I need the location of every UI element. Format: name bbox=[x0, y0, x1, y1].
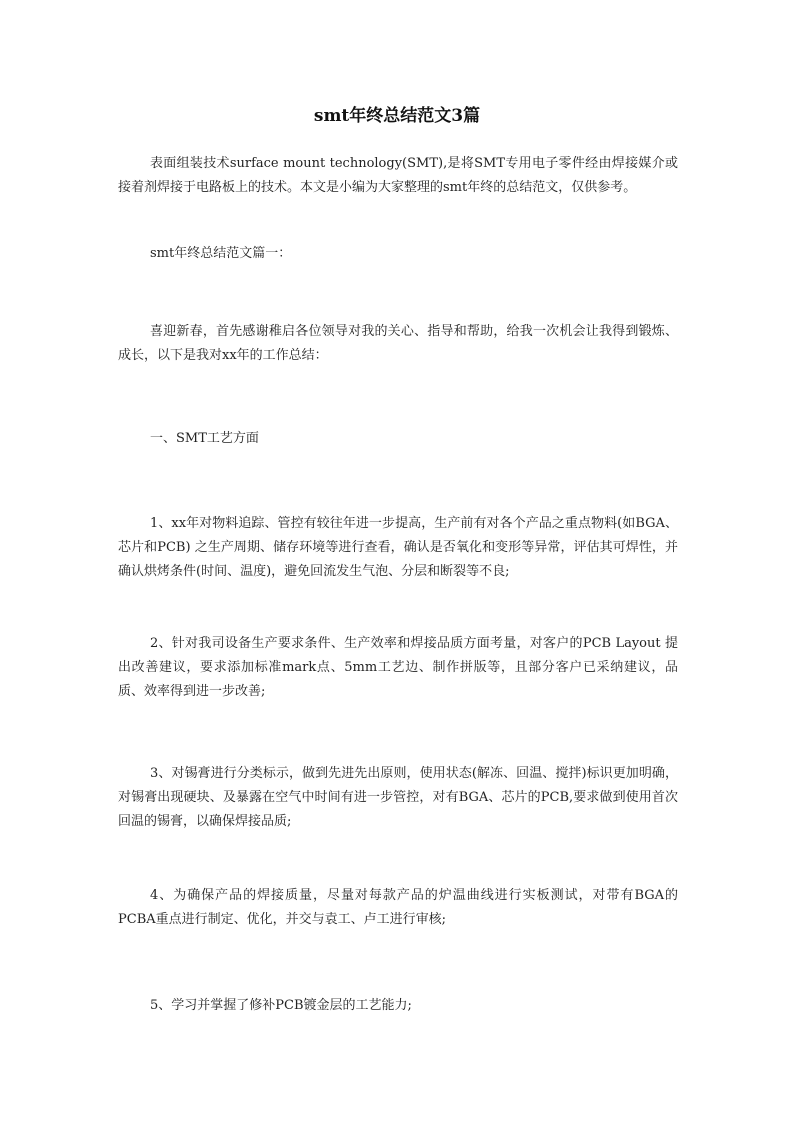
document-title: smt年终总结范文3篇 bbox=[313, 106, 481, 126]
intro-paragraph: 表面组装技术surface mount technology(SMT),是将SMT专用电子零件经由焊接媒介或接着剂焊接于电路板上的技术。本文是小编为大家整理的smt年终的总结范文，仅供参考。 bbox=[118, 156, 678, 195]
section-heading-smt-process: 一、SMT工艺方面 bbox=[150, 431, 259, 446]
greeting-paragraph: 喜迎新春，首先感谢稚启各位领导对我的关心、指导和帮助，给我一次机会让我得到锻炼、成长，以下是我对xx年的工作总结： bbox=[118, 324, 678, 363]
list-item-4: 4、为确保产品的焊接质量，尽量对每款产品的炉温曲线进行实板测试，对带有BGA的PCBA重点进行制定、优化，并交与袁工、卢工进行审核; bbox=[118, 888, 678, 927]
list-item-5: 5、学习并掌握了修补PCB镀金层的工艺能力; bbox=[150, 998, 412, 1013]
list-item-1: 1、xx年对物料追踪、管控有较往年进一步提高，生产前有对各个产品之重点物料(如BGA、芯片和PCB) 之生产周期、储存环境等进行查看，确认是否氧化和变形等异常，评估其可焊性，并确认烘烤条件(时间、温度)，避免回流发生气泡、分层和断裂等不良; bbox=[118, 516, 678, 579]
list-item-2: 2、针对我司设备生产要求条件、生产效率和焊接品质方面考量，对客户的PCB Layout 提出改善建议，要求添加标准mark点、5mm工艺边、制作拼版等，且部分客户已采纳建议，品质、效率得到进一步改善; bbox=[118, 636, 678, 699]
list-item-3: 3、对锡膏进行分类标示，做到先进先出原则，使用状态(解冻、回温、搅拌)标识更加明确，对锡膏出现硬块、及暴露在空气中时间有进一步管控，对有BGA、芯片的PCB,要求做到使用首次回温的锡膏，以确保焊接品质; bbox=[118, 766, 678, 829]
section-heading-article-one: smt年终总结范文篇一： bbox=[150, 246, 292, 261]
